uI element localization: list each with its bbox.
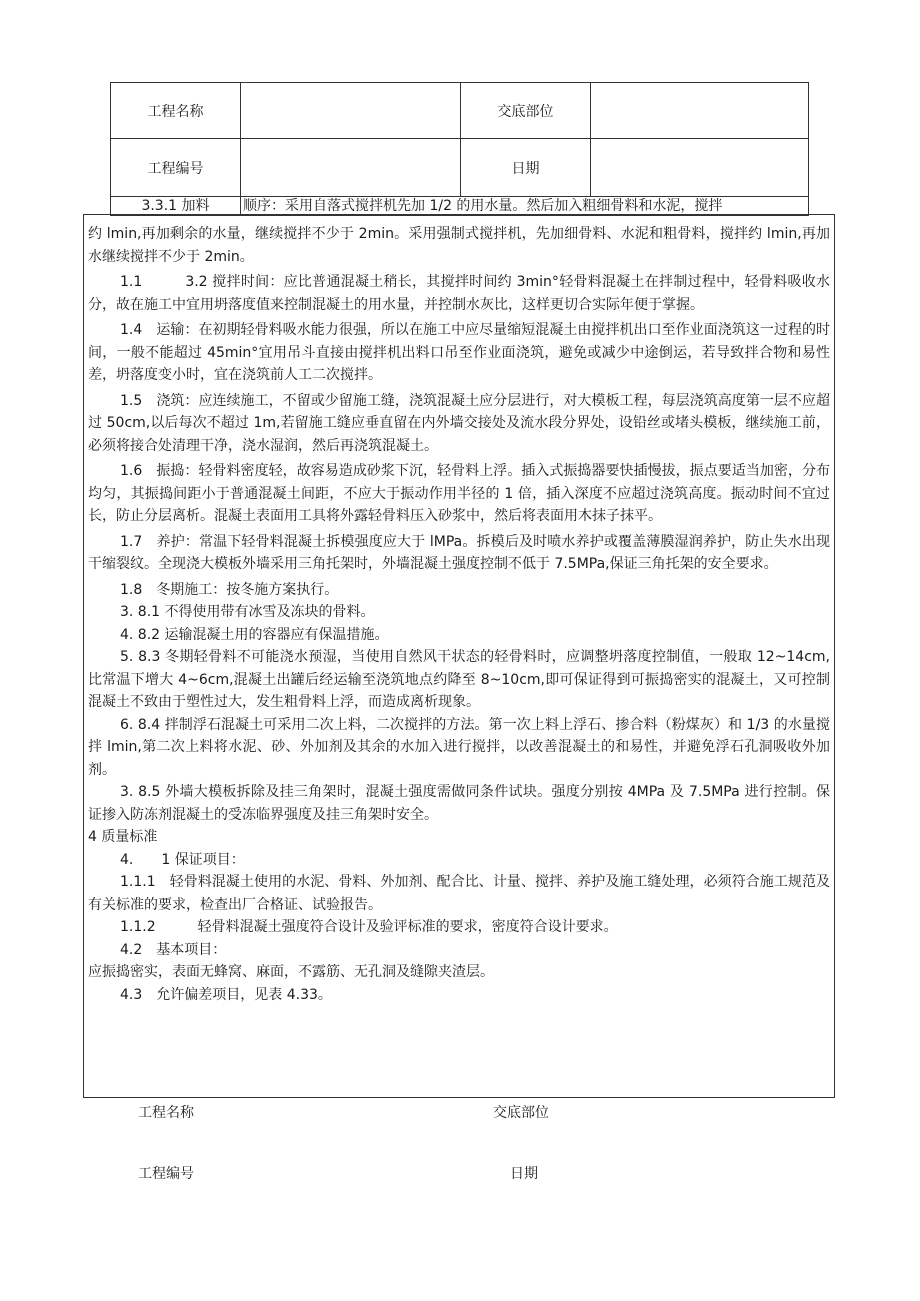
paragraph-4: 1.6 振捣：轻骨料密度轻，故容易造成砂浆下沉，轻骨料上浮。插入式振捣器要快插慢拔，振点要适当加密，分布均匀，其振捣间距小于普通混凝土间距，不应大于振动作用半径的 1 倍，插入深度不应超过浇筑高度。振动时间不宜过长，防止分层离析。混凝土表面用工具将外露轻骨料压入砂浆中，然后将表面用木抹子抹平。 bbox=[88, 463, 830, 524]
paragraph-13: 4. 1 保证项目： bbox=[120, 851, 245, 868]
project-name-label: 工程名称 bbox=[111, 83, 241, 139]
section-heading: 4 质量标准 bbox=[88, 829, 158, 845]
paragraph-18: 4.3 允许偏差项目，见表 4.33。 bbox=[120, 986, 332, 1003]
footer-project-name-label: 工程名称 bbox=[138, 1105, 194, 1121]
footer-project-number-label: 工程编号 bbox=[138, 1166, 194, 1182]
footer-handover-part-label: 交底部位 bbox=[493, 1105, 549, 1121]
section-number-cell: 3.3.1 加料 bbox=[111, 197, 241, 216]
header-table bbox=[110, 82, 809, 216]
paragraph-7: 3. 8.1 不得使用带有冰雪及冻块的骨料。 bbox=[120, 604, 375, 620]
paragraph-9: 5. 8.3 冬期轻骨料不可能浇水预湿，当使用自然风干状态的轻骨料时，应调整坍落度控制值，一般取 12~14cm,比常温下增大 4~6cm,混凝土出罐后经运输至浇筑地点约降至 8~10cm,即可保证得到可振捣密实的混凝土，又可控制混凝土不致由于塑性过大，发生粗骨料上浮，而造成离析现象。 bbox=[88, 649, 830, 710]
content-box bbox=[83, 214, 835, 1098]
paragraph-5: 1.7 养护：常温下轻骨料混凝土拆模强度应大于 lMPa。拆模后及时喷水养护或覆盖薄膜湿润养护，防止失水出现干缩裂纹。全现浇大模板外墙采用三角托架时，外墙混凝土强度控制不低于 7.5MPa,保证三角托架的安全要求。 bbox=[88, 533, 830, 572]
paragraph-16: 4.2 基本项目： bbox=[120, 941, 227, 958]
paragraph-1: 1.1 3.2 搅拌时间：应比普通混凝土稍长，其搅拌时间约 3min°轻骨料混凝土在拌制过程中，轻骨料吸收水分，故在施工中宜用坍落度值来控制混凝土的用水量，并控制水灰比，这样更切合实际年便于掌握。 bbox=[88, 274, 830, 313]
paragraph-17: 应振捣密实，表面无蜂窝、麻面，不露筋、无孔洞及缝隙夹渣层。 bbox=[88, 964, 494, 980]
paragraph-6: 1.8 冬期施工：按冬施方案执行。 bbox=[120, 581, 339, 598]
paragraph-15: 1.1.2 轻骨料混凝土强度符合设计及验评标准的要求，密度符合设计要求。 bbox=[120, 919, 618, 935]
handover-part-label: 交底部位 bbox=[461, 83, 591, 139]
project-name-field[interactable] bbox=[241, 83, 461, 139]
paragraph-11: 3. 8.5 外墙大模板拆除及挂三角架时，混凝土强度需做同条件试块。强度分别按 4MPa 及 7.5MPa 进行控制。保证掺入防冻剂混凝土的受冻临界强度及挂三角架时安全。 bbox=[88, 784, 830, 823]
paragraph-0: 约 lmin,再加剩余的水量，继续搅拌不少于 2min。采用强制式搅拌机，先加细骨料、水泥和粗骨料，搅拌约 lmin,再加水继续搅拌不少于 2min。 bbox=[88, 226, 830, 265]
date-label: 日期 bbox=[461, 139, 591, 197]
date-field[interactable] bbox=[591, 139, 809, 197]
paragraph-2: 1.4 运输：在初期轻骨料吸水能力很强，所以在施工中应尽量缩短混凝土由搅拌机出口至作业面浇筑这一过程的时间，一般不能超过 45min°宜用吊斗直接由搅拌机出料口吊至作业面浇筑，避免或减少中途倒运，若导致拌合物和易性差，坍落度变小时，宜在浇筑前人工二次搅拌。 bbox=[88, 322, 830, 383]
paragraph-3: 1.5 浇筑：应连续施工，不留或少留施工缝，浇筑混凝土应分层进行，对大模板工程，每层浇筑高度第一层不应超过 50cm,以后每次不超过 1m,若留施工缝应垂直留在内外墙交接处及流水段分界处，设铅丝或堵头模板，继续施工前，必须将接合处清理干净，浇水湿润，然后再浇筑混凝土。 bbox=[88, 392, 830, 454]
paragraph-10: 6. 8.4 拌制浮石混凝土可采用二次上料，二次搅拌的方法。第一次上料上浮石、掺合料（粉煤灰）和 1/3 的水量搅拌 lmin,第二次上料将水泥、砂、外加剂及其余的水加入进行搅拌，以改善混凝土的和易性，并避免浮石孔洞吸收外加剂。 bbox=[88, 716, 830, 778]
section-text-cell: 顺序：采用自落式搅拌机先加 1/2 的用水量。然后加入粗细骨料和水泥，搅拌 bbox=[241, 197, 809, 216]
paragraph-14: 1.1.1 轻骨料混凝土使用的水泥、骨料、外加剂、配合比、计量、搅拌、养护及施工缝处理，必须符合施工规范及有关标准的要求，检查出厂合格证、试验报告。 bbox=[88, 874, 830, 913]
footer-date-label: 日期 bbox=[510, 1166, 538, 1182]
project-number-label: 工程编号 bbox=[111, 139, 241, 197]
handover-part-field[interactable] bbox=[591, 83, 809, 139]
project-number-field[interactable] bbox=[241, 139, 461, 197]
paragraph-8: 4. 8.2 运输混凝土用的容器应有保温措施。 bbox=[120, 626, 389, 643]
